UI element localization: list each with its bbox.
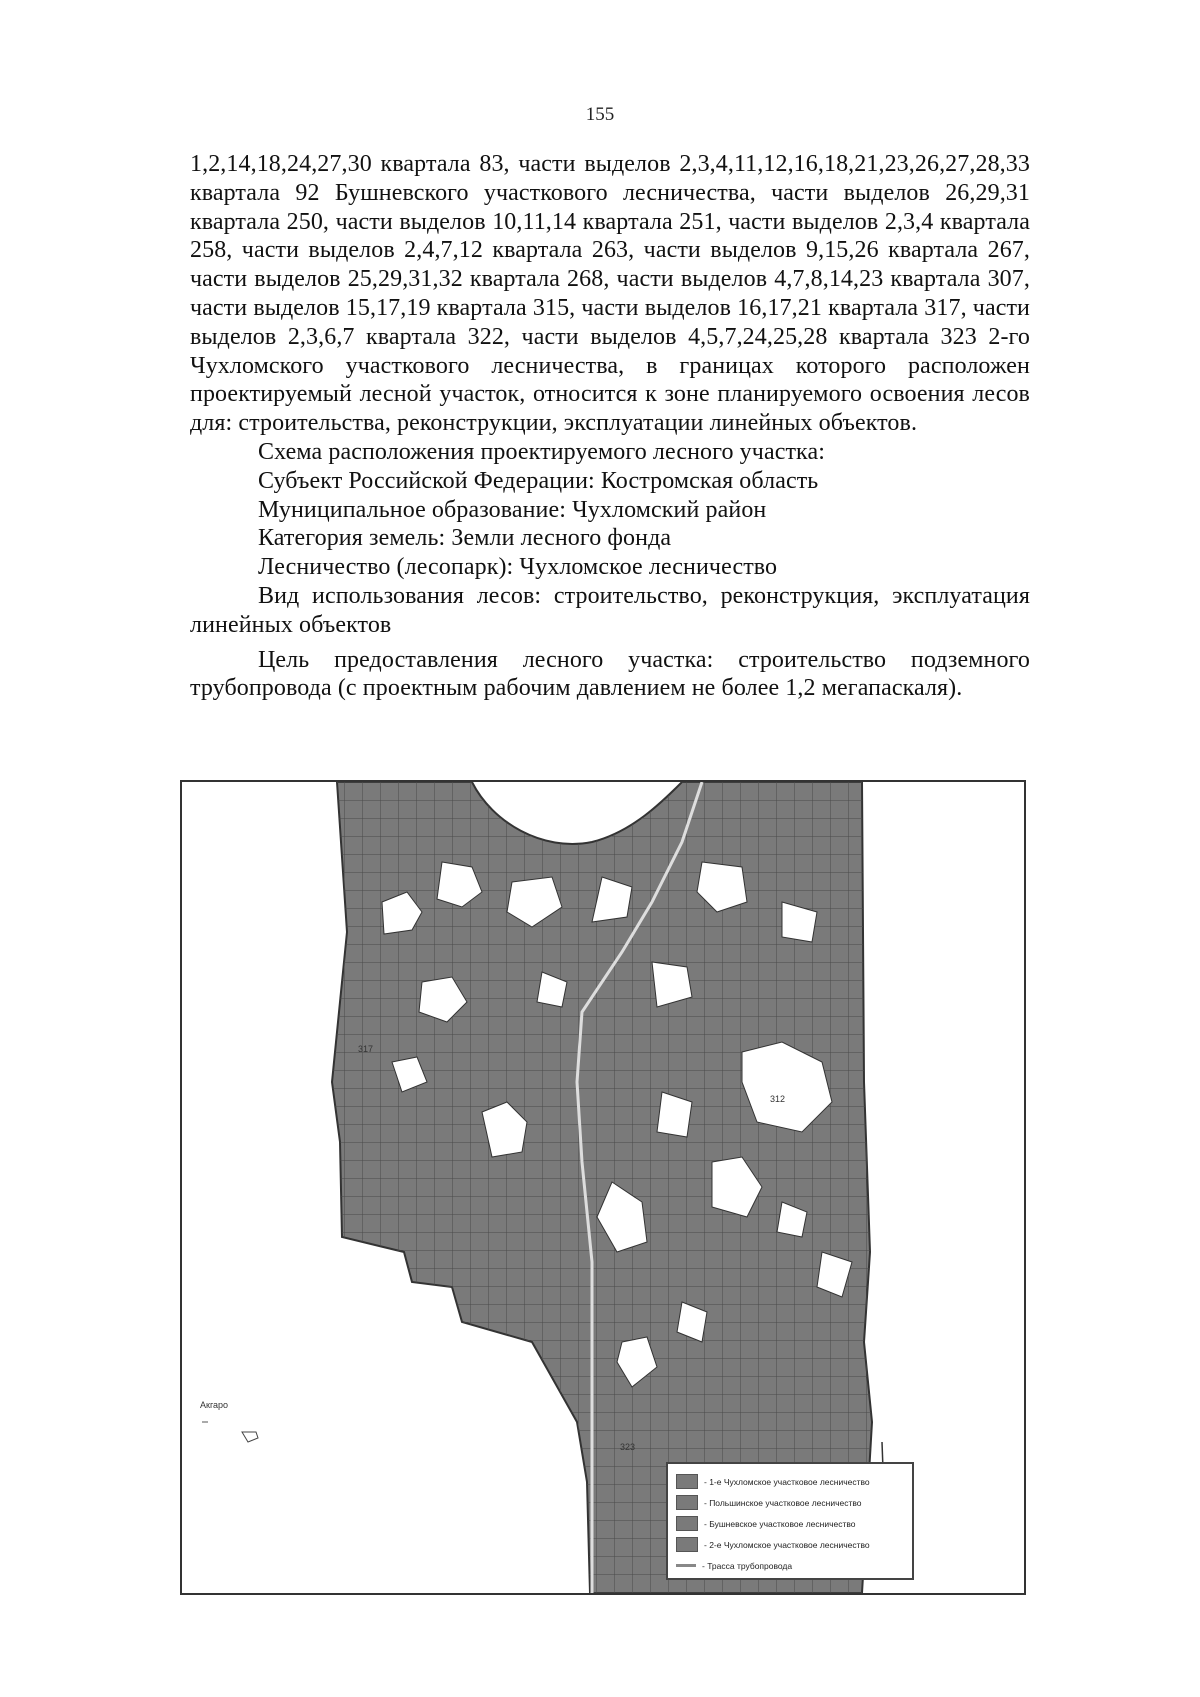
paragraph-land-category: Категория земель: Земли лесного фонда <box>258 525 672 552</box>
document-body <box>190 150 1030 703</box>
legend-swatch <box>676 1495 698 1510</box>
legend-swatch <box>676 1516 698 1531</box>
paragraph-scheme: Схема расположения проектируемого лесного участка: <box>258 438 825 465</box>
legend-item <box>676 1492 904 1513</box>
legend-item <box>676 1471 904 1492</box>
legend-item <box>676 1534 904 1555</box>
legend-label: - Польшинское участковое лесничество <box>704 1497 862 1508</box>
paragraph-municipality: Муниципальное образование: Чухломский район <box>258 496 767 523</box>
legend-swatch <box>676 1474 698 1489</box>
paragraph-forestry: Лесничество (лесопарк): Чухломское лесничество <box>258 554 778 581</box>
legend-label: - 2-е Чухломское участковое лесничество <box>704 1539 870 1550</box>
location-map <box>180 780 1026 1595</box>
legend-item <box>676 1555 904 1576</box>
legend-swatch <box>676 1537 698 1552</box>
legend-label: - 1-е Чухломское участковое лесничество <box>704 1476 870 1487</box>
compartment-label: 317 <box>358 1044 374 1054</box>
compartment-label: 312 <box>770 1094 786 1104</box>
page-number: 155 <box>585 104 615 125</box>
paragraph-main: 1,2,14,18,24,27,30 квартала 83, части выделов 2,3,4,11,12,16,18,21,23,26,27,28,33 квартала 92 Бушневского участкового лесничества, части выделов 26,29,31 квартала 250, части выделов 10,11,14 квартала 251, части выделов 2,3,4 квартала 258, части выделов 2,4,7,12 квартала 263, части выделов 9,15,26 квартала 267, части выделов 25,29,31,32 квартала 268, части выделов 4,7,8,14,23 квартала 307, части выделов 15,17,19 квартала 315, части выделов 16,17,21 квартала 317, части выделов 2,3,6,7 квартала 322, части выделов 4,5,7,24,25,28 квартала 323 2-го Чухломского участкового лесничества, в границах которого расположен проектируемый лесной участок, относится к зоне планируемого освоения лесов для: строительства, реконструкции, эксплуатации линейных объектов. <box>190 151 1030 437</box>
legend-label: - Трасса трубопровода <box>702 1560 793 1571</box>
legend-label: - Бушневское участковое лесничество <box>704 1518 856 1529</box>
legend-item <box>676 1513 904 1534</box>
map-legend <box>666 1462 914 1580</box>
paragraph-use-type: Вид использования лесов: строительство, реконструкция, эксплуатация линейных объектов <box>190 582 1030 638</box>
map-label-left: Акгаро <box>200 1400 229 1410</box>
paragraph-purpose: Цель предоставления лесного участка: строительство подземного трубопровода (с проектным рабочим давлением не более 1,2 мегапаскаля). <box>190 646 1030 702</box>
paragraph-subject: Субъект Российской Федерации: Костромская область <box>258 467 819 494</box>
compartment-label: 323 <box>620 1442 636 1452</box>
legend-swatch-line <box>676 1564 696 1567</box>
